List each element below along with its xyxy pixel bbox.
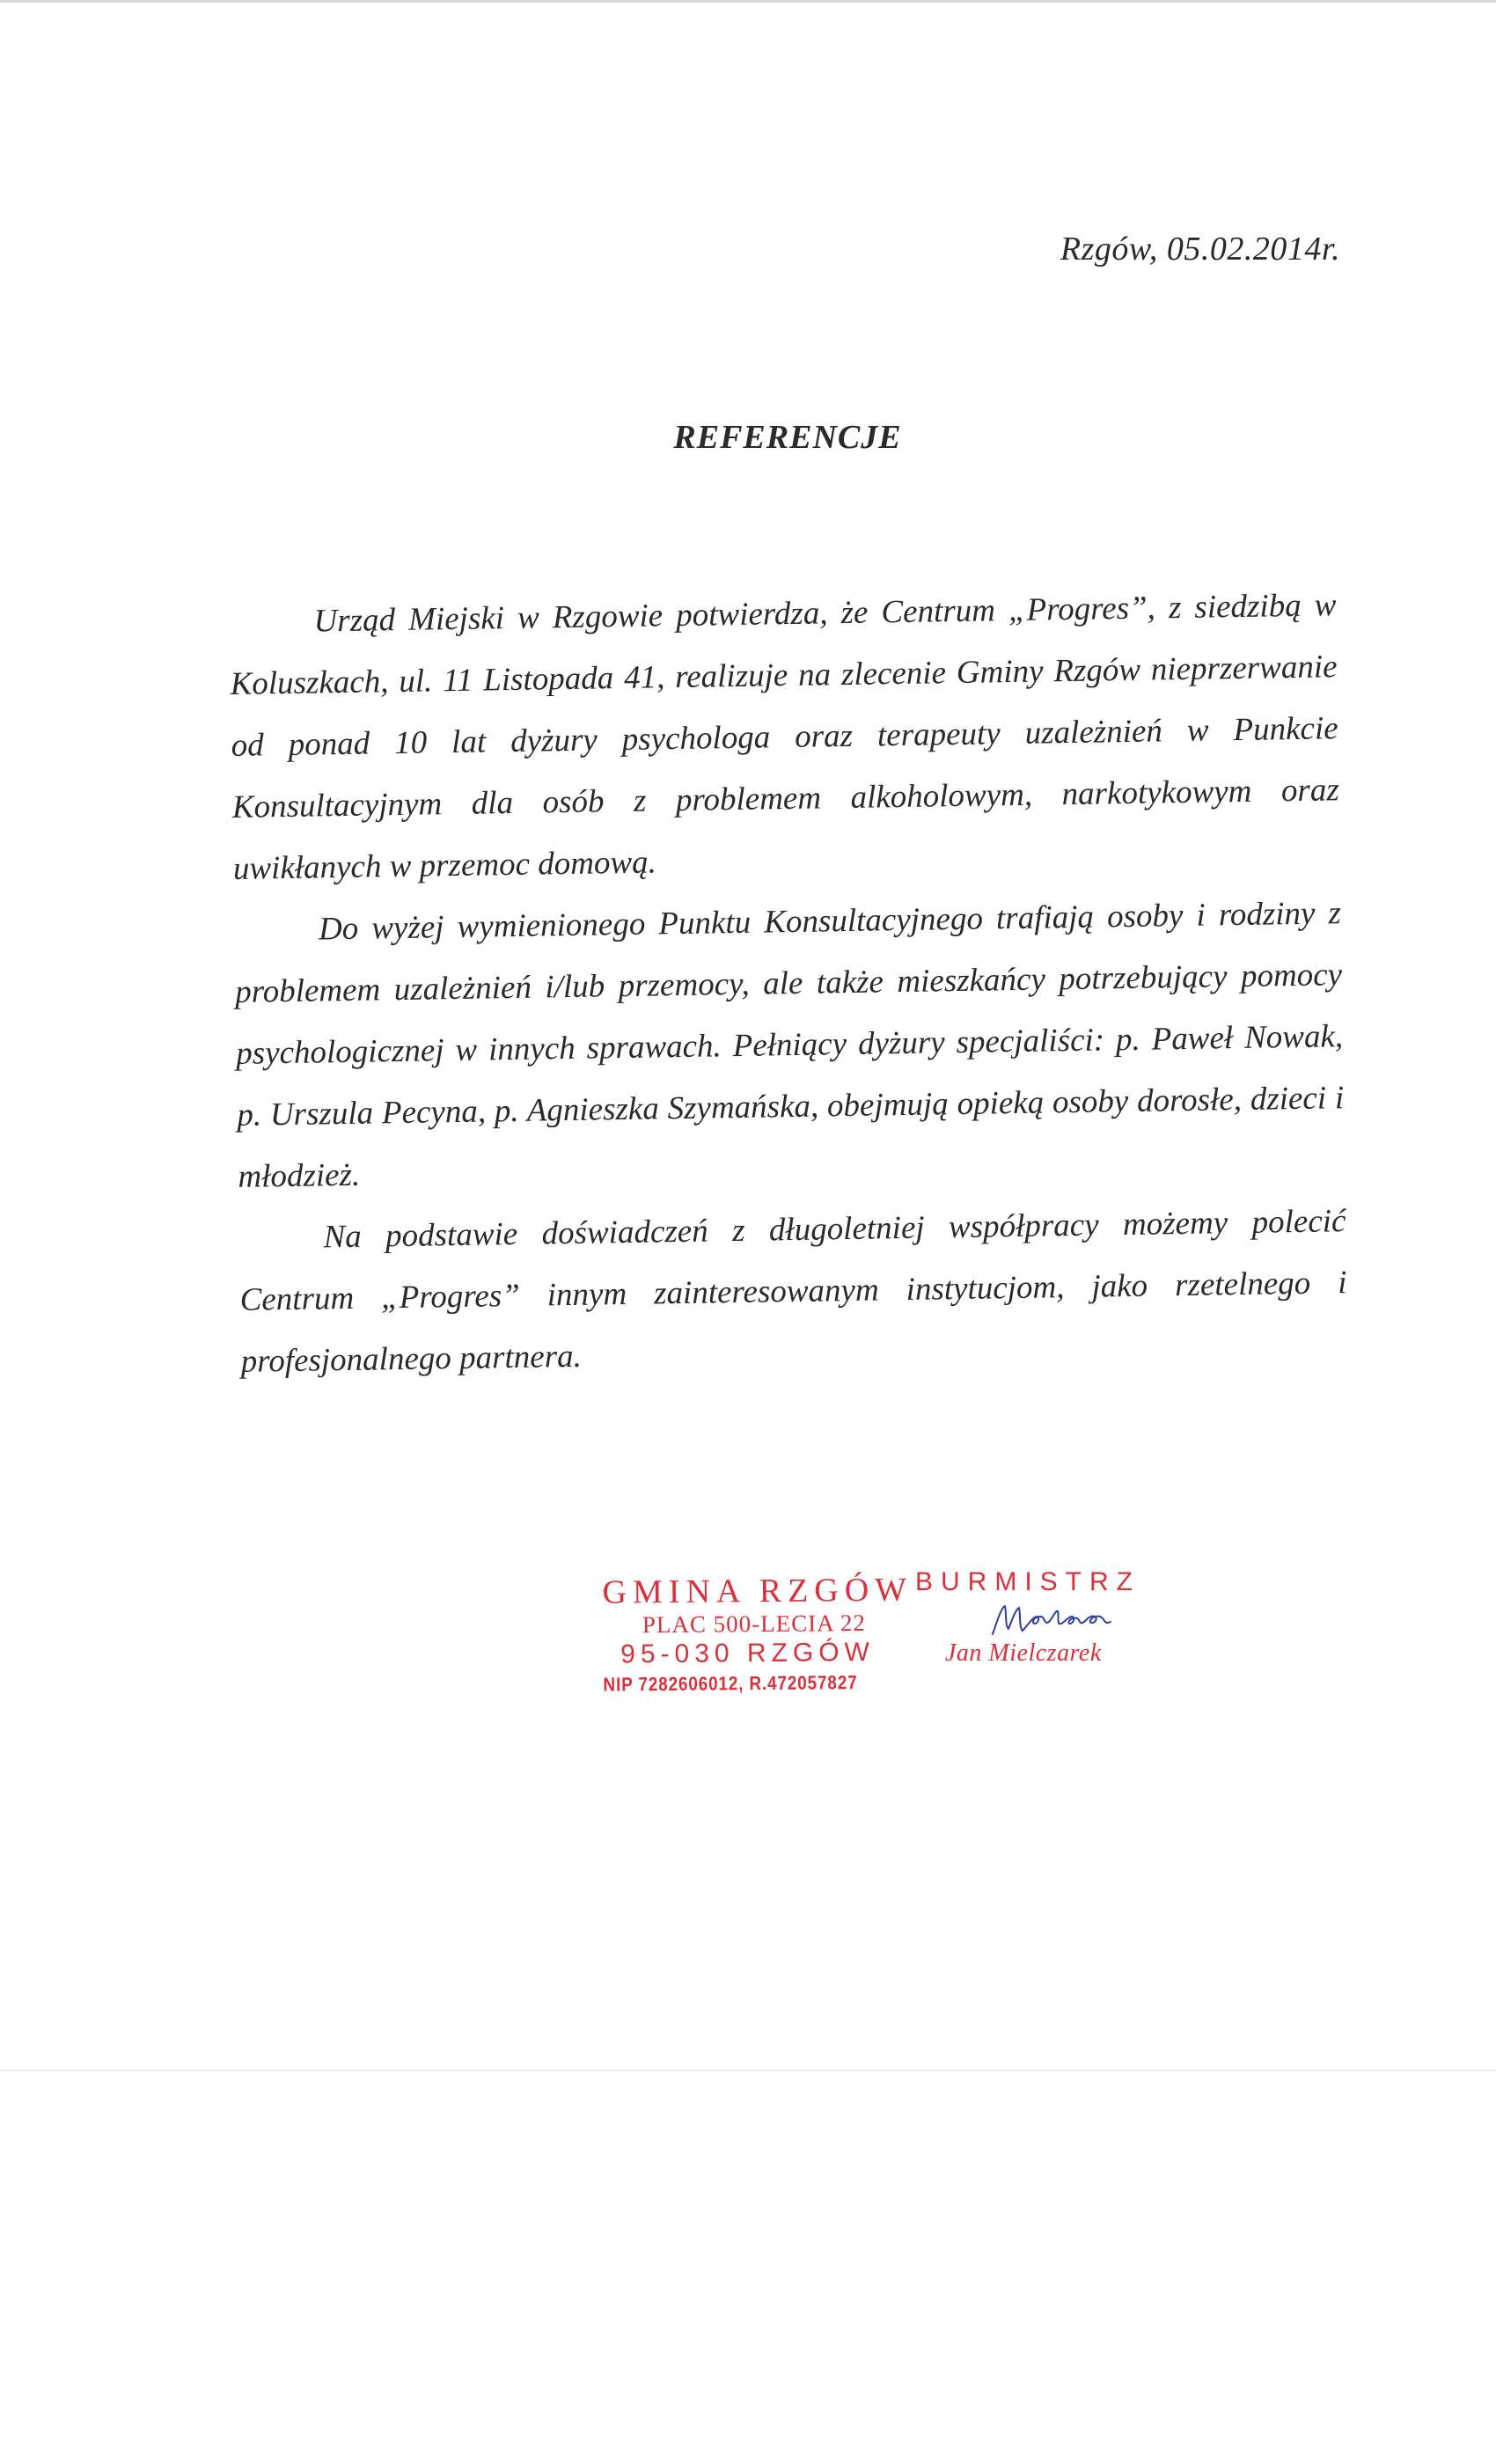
office-stamp	[602, 1570, 937, 1698]
mayor-stamp	[915, 1567, 1197, 1667]
office-stamp-tax-id: NIP 7282606012, R.472057827	[603, 1671, 858, 1696]
office-stamp-name: GMINA RZGÓW	[602, 1571, 913, 1611]
handwritten-signature	[986, 1599, 1118, 1641]
letter-date: Rzgów, 05.02.2014r.	[1060, 231, 1340, 268]
office-stamp-street: PLAC 500-LECIA 22	[642, 1610, 867, 1639]
mayor-name: Jan Mielczarek	[945, 1639, 1102, 1667]
paragraph-1: Urząd Miejski w Rzgowie potwierdza, że Centrum „Progres”, z siedzibą w Koluszkach, ul. 11 Listopada 41, realizuje na zlecenie Gminy Rzgów nieprzerwanie od ponad 10 lat dyżury psychologa oraz terapeuty uzależnień w Punkcie Konsultacyjnym dla osób z problemem alkoholowym, narkotykowym oraz uwikłanych w przemoc domową.	[230, 587, 1340, 887]
mayor-stamp-title: BURMISTRZ	[915, 1567, 1140, 1596]
letter-body	[229, 575, 1348, 1393]
letter-title: REFERENCJE	[673, 419, 902, 456]
paragraph-3: Na podstawie doświadczeń z długoletniej współpracy możemy polecić Centrum „Progres” innym zainteresowanym instytucjom, jako rzetelnego i profesjonalnego partnera.	[239, 1203, 1347, 1380]
office-stamp-city: 95-030 RZGÓW	[620, 1637, 876, 1669]
scan-page-edge	[0, 2070, 1496, 2071]
paragraph-2: Do wyżej wymienionego Punktu Konsultacyjnego trafiają osoby i rodziny z problemem uzależnień i/lub przemocy, ale także mieszkańcy potrzebujący pomocy psychologicznej w innych sprawach. Pełniący dyżury specjaliści: p. Paweł Nowak, p. Urszula Pecyna, p. Agnieszka Szymańska, obejmują opieką osoby dorosłe, dzieci i młodzież.	[234, 895, 1345, 1195]
